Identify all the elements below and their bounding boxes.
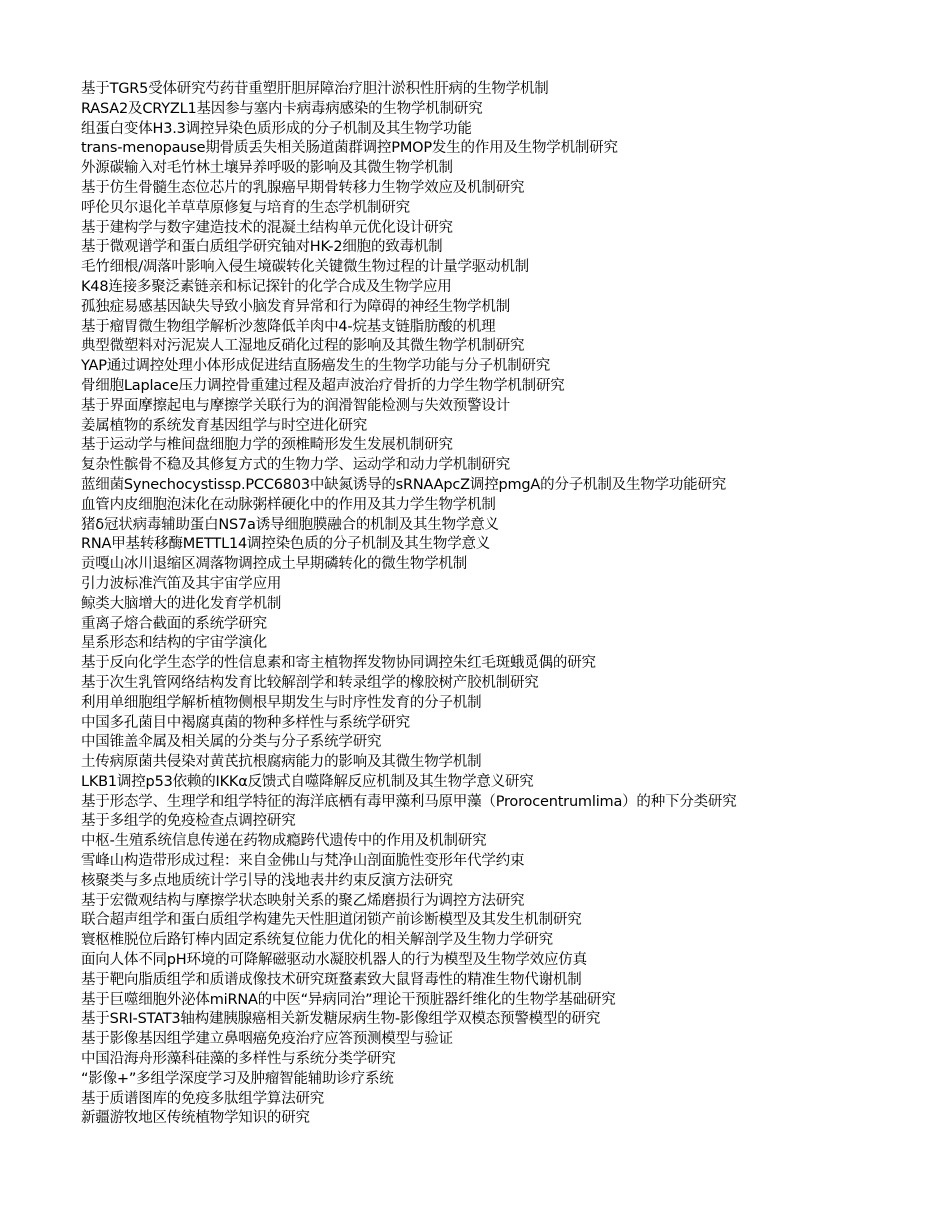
project-title-item: 核聚类与多点地质统计学引导的浅地表井约束反演方法研究 bbox=[81, 872, 453, 889]
project-title-item: K48连接多聚泛素链亲和标记探针的化学合成及生物学应用 bbox=[81, 278, 452, 295]
project-title-item: 姜属植物的系统发育基因组学与时空进化研究 bbox=[81, 417, 367, 434]
project-title-item: 贡嘎山冰川退缩区凋落物调控成土早期磷转化的微生物学机制 bbox=[81, 556, 468, 573]
project-title-item: 基于巨噬细胞外泌体miRNA的中医“异病同治”理论干预脏器纤维化的生物学基础研究 bbox=[81, 991, 616, 1008]
project-title-item: 基于界面摩擦起电与摩擦学关联行为的润滑智能检测与失效预警设计 bbox=[81, 397, 510, 414]
project-title-item: 血管内皮细胞泡沫化在动脉粥样硬化中的作用及其力学生物学机制 bbox=[81, 496, 496, 513]
project-title-item: 呼伦贝尔退化羊草草原修复与培育的生态学机制研究 bbox=[81, 199, 410, 216]
project-title-item: RASA2及CRYZL1基因参与塞内卡病毒病感染的生物学机制研究 bbox=[81, 100, 483, 117]
project-title-item: 基于TGR5受体研究芍药苷重塑肝胆屏障治疗胆汁淤积性肝病的生物学机制 bbox=[81, 81, 549, 97]
project-title-item: 基于质谱图库的免疫多肽组学算法研究 bbox=[81, 1090, 325, 1107]
project-title-item: 联合超声组学和蛋白质组学构建先天性胆道闭锁产前诊断模型及其发生机制研究 bbox=[81, 912, 582, 929]
project-title-list bbox=[81, 80, 941, 1129]
project-title-item: 基于反向化学生态学的性信息素和寄主植物挥发物协同调控朱红毛斑蛾觅偶的研究 bbox=[81, 655, 596, 672]
project-title-item: “影像+”多组学深度学习及肿瘤智能辅助诊疗系统 bbox=[81, 1070, 394, 1087]
project-title-item: 骨细胞Laplace压力调控骨重建过程及超声波治疗骨折的力学生物学机制研究 bbox=[81, 377, 565, 394]
project-title-item: 基于宏微观结构与摩擦学状态映射关系的聚乙烯磨损行为调控方法研究 bbox=[81, 892, 525, 909]
project-title-item: 毛竹细根/凋落叶影响入侵生境碳转化关键微生物过程的计量学驱动机制 bbox=[81, 259, 529, 276]
project-title-item: 基于微观谱学和蛋白质组学研究铀对HK-2细胞的致毒机制 bbox=[81, 239, 443, 256]
project-title-item: 基于瘤胃微生物组学解析沙葱降低羊肉中4-烷基支链脂肪酸的机理 bbox=[81, 318, 496, 335]
project-title-item: 新疆游牧地区传统植物学知识的研究 bbox=[81, 1110, 310, 1127]
project-title-item: 外源碳输入对毛竹林土壤异养呼吸的影响及其微生物学机制 bbox=[81, 160, 453, 177]
project-title-item: 猪δ冠状病毒辅助蛋白NS7a诱导细胞膜融合的机制及其生物学意义 bbox=[81, 516, 499, 533]
project-title-item: 面向人体不同pH环境的可降解磁驱动水凝胶机器人的行为模型及生物学效应仿真 bbox=[81, 952, 587, 969]
project-title-item: RNA甲基转移酶METTL14调控染色质的分子机制及其生物学意义 bbox=[81, 536, 491, 553]
project-title-item: 基于多组学的免疫检查点调控研究 bbox=[81, 813, 296, 830]
project-title-item: 寰枢椎脱位后路钉棒内固定系统复位能力优化的相关解剖学及生物力学研究 bbox=[81, 932, 553, 949]
project-title-item: YAP通过调控处理小体形成促进结直肠癌发生的生物学功能与分子机制研究 bbox=[81, 358, 551, 375]
project-title-item: 利用单细胞组学解析植物侧根早期发生与时序性发育的分子机制 bbox=[81, 694, 482, 711]
project-title-item: 基于次生乳管网络结构发育比较解剖学和转录组学的橡胶树产胶机制研究 bbox=[81, 674, 539, 691]
project-title-item: trans-menopause期骨质丢失相关肠道菌群调控PMOP发生的作用及生物学机制研究 bbox=[81, 140, 618, 157]
project-title-item: 中国锥盖伞属及相关属的分类与分子系统学研究 bbox=[81, 734, 382, 751]
project-title-item: 雪峰山构造带形成过程：来自金佛山与梵净山剖面脆性变形年代学约束 bbox=[81, 853, 525, 870]
project-title-item: 引力波标准汽笛及其宇宙学应用 bbox=[81, 575, 282, 592]
project-title-item: 基于靶向脂质组学和质谱成像技术研究斑蝥素致大鼠肾毒性的精准生物代谢机制 bbox=[81, 971, 582, 988]
project-title-item: 基于影像基因组学建立鼻咽癌免疫治疗应答预测模型与验证 bbox=[81, 1031, 453, 1048]
project-title-item: 基于建构学与数字建造技术的混凝土结构单元优化设计研究 bbox=[81, 219, 453, 236]
project-title-item: 鲸类大脑增大的进化发育学机制 bbox=[81, 595, 282, 612]
project-title-item: 基于形态学、生理学和组学特征的海洋底栖有毒甲藻利马原甲藻（Prorocentrumlima）的种下分类研究 bbox=[81, 793, 737, 810]
project-title-item: 蓝细菌Synechocystissp.PCC6803中缺氮诱导的sRNAApcZ调控pmgA的分子机制及生物学功能研究 bbox=[81, 476, 727, 493]
project-title-item: 重离子熔合截面的系统学研究 bbox=[81, 615, 267, 632]
project-title-item: 中国沿海舟形藻科硅藻的多样性与系统分类学研究 bbox=[81, 1051, 396, 1068]
project-title-item: 基于SRI-STAT3轴构建胰腺癌相关新发糖尿病生物-影像组学双模态预警模型的研究 bbox=[81, 1011, 601, 1028]
project-title-item: 基于仿生骨髓生态位芯片的乳腺癌早期骨转移力生物学效应及机制研究 bbox=[81, 179, 525, 196]
project-title-item: LKB1调控p53依赖的IKKα反馈式自噬降解反应机制及其生物学意义研究 bbox=[81, 773, 534, 790]
project-title-item: 中枢-生殖系统信息传递在药物成瘾跨代遗传中的作用及机制研究 bbox=[81, 833, 487, 850]
project-title-item: 土传病原菌共侵染对黄芪抗根腐病能力的影响及其微生物学机制 bbox=[81, 754, 482, 771]
project-title-item: 组蛋白变体H3.3调控异染色质形成的分子机制及其生物学功能 bbox=[81, 120, 472, 137]
project-title-item: 典型微塑料对污泥炭人工湿地反硝化过程的影响及其微生物学机制研究 bbox=[81, 338, 525, 355]
project-title-item: 中国多孔菌目中褐腐真菌的物种多样性与系统学研究 bbox=[81, 714, 410, 731]
project-title-item: 基于运动学与椎间盘细胞力学的颈椎畸形发生发展机制研究 bbox=[81, 437, 453, 454]
project-title-item: 复杂性髌骨不稳及其修复方式的生物力学、运动学和动力学机制研究 bbox=[81, 457, 510, 474]
project-title-item: 孤独症易感基因缺失导致小脑发育异常和行为障碍的神经生物学机制 bbox=[81, 298, 510, 315]
project-title-item: 星系形态和结构的宇宙学演化 bbox=[81, 635, 267, 652]
